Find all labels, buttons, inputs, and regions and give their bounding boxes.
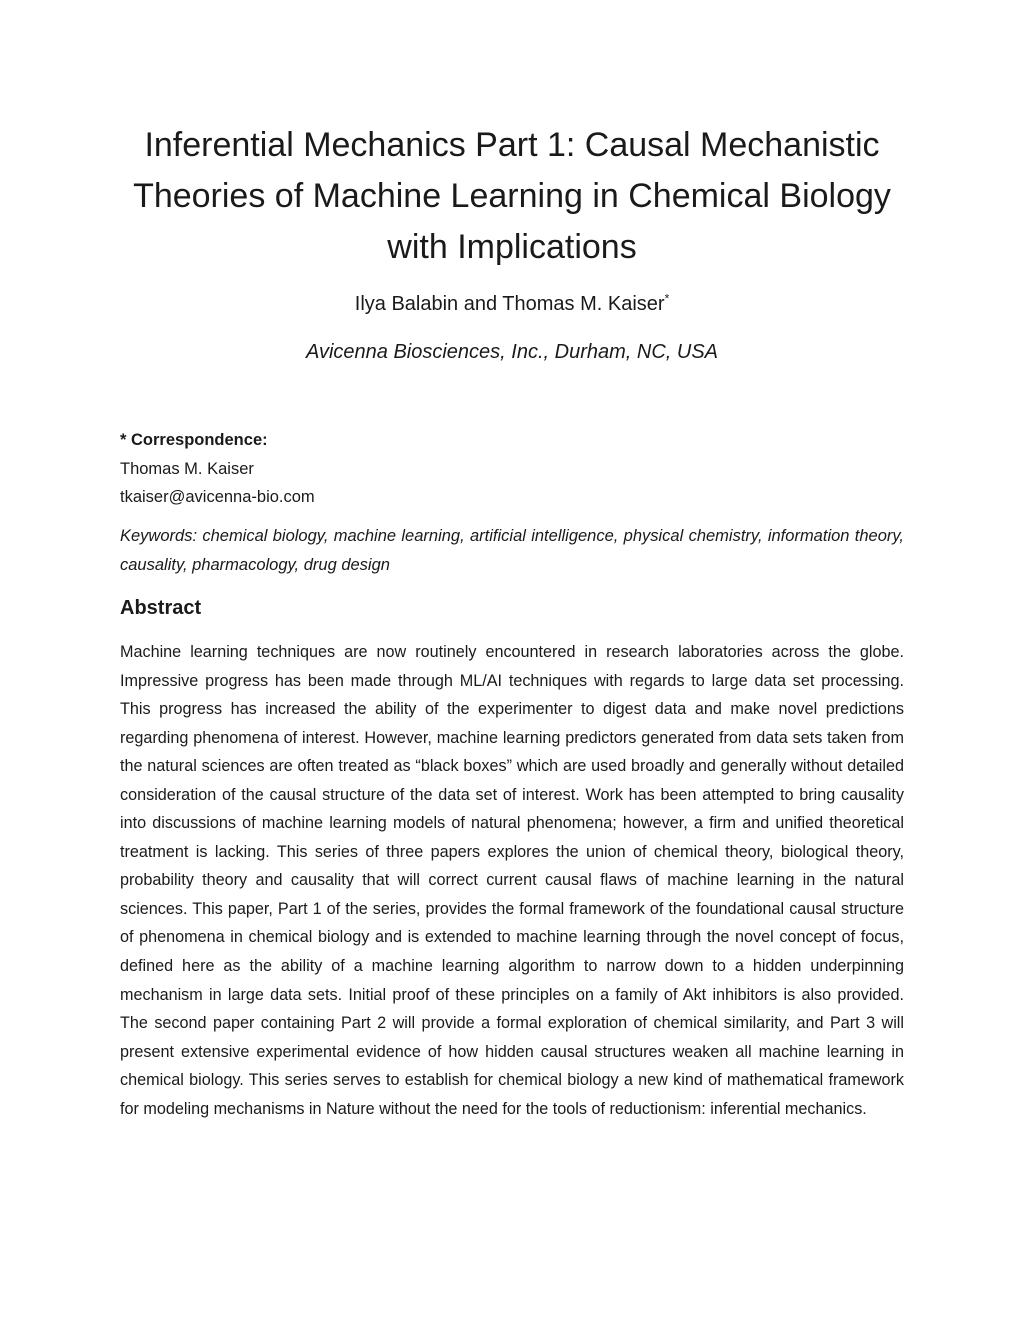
keywords: Keywords: chemical biology, machine learning, artificial intelligence, physical chemistry, information theory, causality, pharmacology, drug design — [120, 527, 904, 574]
correspondence-name: Thomas M. Kaiser — [120, 459, 254, 478]
author-line — [120, 290, 904, 318]
correspondence-label: * Correspondence: — [120, 431, 268, 449]
correspondence-block — [120, 426, 904, 512]
abstract-heading: Abstract — [120, 597, 202, 619]
abstract-body: Machine learning techniques are now routinely encountered in research laboratories across the globe. Impressive progress has been made through ML/AI techniques with regards to large data set processing. This progress has increased the ability of the experimenter to digest data and make novel predictions regarding phenomena of interest. However, machine learning predictors generated from data sets taken from the natural sciences are often treated as “black boxes” which are used broadly and generally without detailed consideration of the causal structure of the data set of interest. Work has been attempted to bring causality into discussions of machine learning models of natural phenomena; however, a firm and unified theoretical treatment is lacking. This series of three papers explores the union of chemical theory, biological theory, probability theory and causality that will correct current causal flaws of machine learning in the natural sciences. This paper, Part 1 of the series, provides the formal framework of the foundational causal structure of phenomena in chemical biology and is extended to machine learning through the novel concept of focus, defined here as the ability of a machine learning algorithm to narrow down to a hidden underpinning mechanism in large data sets. Initial proof of these principles on a family of Akt inhibitors is also provided. The second paper containing Part 2 will provide a formal exploration of chemical similarity, and Part 3 will present extensive experimental evidence of how hidden causal structures weaken all machine learning in chemical biology. This series serves to establish for chemical biology a new kind of mathematical framework for modeling mechanisms in Nature without the need for the tools of reductionism: inferential mechanics. — [120, 643, 904, 1118]
paper-title: Inferential Mechanics Part 1: Causal Mechanistic Theories of Machine Learning in Chemical Biology with Implications — [133, 126, 891, 266]
affiliation: Avicenna Biosciences, Inc., Durham, NC, USA — [305, 341, 719, 363]
correspondence-email: tkaiser@avicenna-bio.com — [120, 488, 315, 506]
corresponding-author-mark: * — [664, 291, 670, 306]
author-names: Ilya Balabin and Thomas M. Kaiser — [354, 293, 665, 315]
